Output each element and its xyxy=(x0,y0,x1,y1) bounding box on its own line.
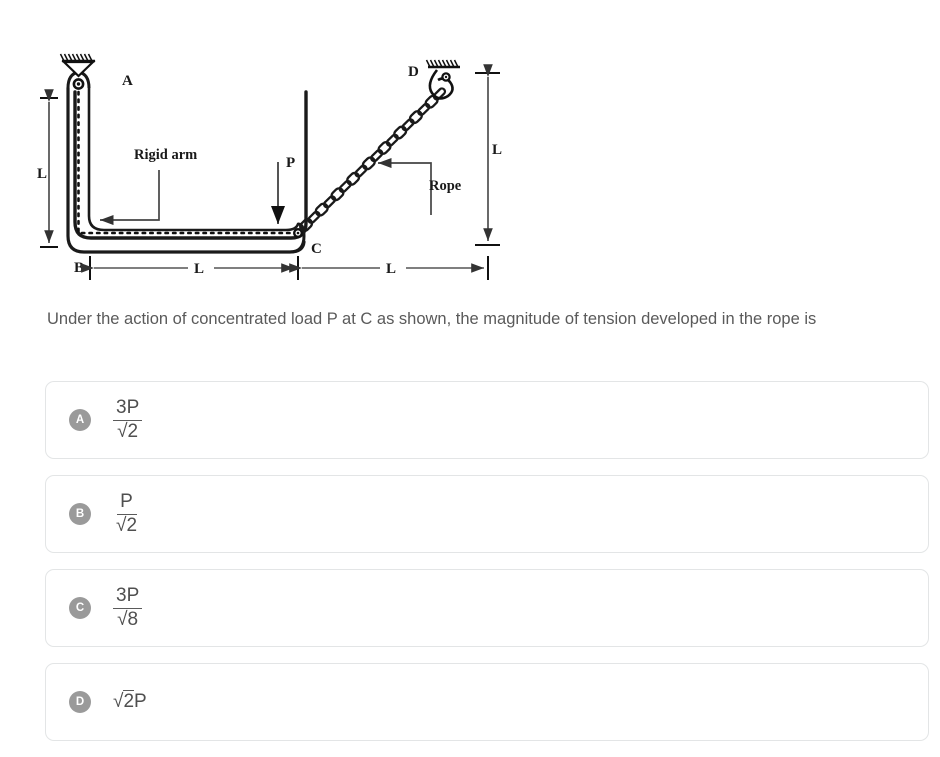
label-b: B xyxy=(74,260,85,276)
radicand-d: 2 xyxy=(123,691,135,712)
option-b[interactable] xyxy=(45,475,929,553)
rigid-arm-body xyxy=(75,92,306,238)
fraction-numerator-b: P xyxy=(117,492,136,515)
label-rigid-arm: Rigid arm xyxy=(134,147,198,163)
rigid-arm-leader xyxy=(100,170,159,220)
fraction-denominator-c xyxy=(114,609,141,631)
rope-leader xyxy=(378,163,431,215)
option-d[interactable] xyxy=(45,663,929,741)
radical-sign-c: √ xyxy=(117,608,128,630)
option-badge-a: A xyxy=(69,409,91,431)
hook-support-d xyxy=(427,60,461,98)
fraction-denominator-b xyxy=(113,515,140,537)
radical-sign-a: √ xyxy=(117,420,128,442)
label-a: A xyxy=(122,73,133,89)
fraction-c xyxy=(113,586,142,630)
option-content-c xyxy=(113,586,142,630)
rigid-arm-outline xyxy=(68,88,304,252)
pin-support-a xyxy=(61,54,96,76)
radical-sign-b: √ xyxy=(116,514,127,536)
dimension-right-vertical xyxy=(475,73,503,245)
statics-diagram xyxy=(28,40,528,290)
dim-label-bottom-right: L xyxy=(386,261,397,277)
expression-d xyxy=(113,691,147,713)
option-content-b xyxy=(113,492,140,536)
fraction-a xyxy=(113,398,142,442)
label-p: P xyxy=(286,155,296,171)
pin-center-c xyxy=(297,232,300,235)
dim-label-bottom-left: L xyxy=(194,261,205,277)
fraction-denominator-a xyxy=(114,421,141,443)
pin-center-a xyxy=(77,82,80,85)
option-badge-d: D xyxy=(69,691,91,713)
radicand-c: 8 xyxy=(127,608,139,630)
option-badge-b: B xyxy=(69,503,91,525)
radicand-b: 2 xyxy=(126,514,138,536)
rope-chain xyxy=(298,86,447,232)
fraction-numerator-c: 3P xyxy=(113,586,142,609)
question-text: Under the action of concentrated load P at C as shown, the magnitude of tension developed in the rope is xyxy=(47,310,817,328)
option-content-a xyxy=(113,398,142,442)
label-c: C xyxy=(311,241,322,257)
radical-sign-d: √ xyxy=(113,691,124,712)
label-d: D xyxy=(408,64,419,80)
radicand-a: 2 xyxy=(127,420,139,442)
option-a[interactable] xyxy=(45,381,929,459)
label-rope: Rope xyxy=(429,178,462,194)
option-content-d xyxy=(113,691,147,713)
fraction-b xyxy=(113,492,140,536)
fraction-numerator-a: 3P xyxy=(113,398,142,421)
options-list xyxy=(45,381,929,757)
dim-label-left: L xyxy=(37,166,48,182)
option-badge-c: C xyxy=(69,597,91,619)
dim-label-right: L xyxy=(492,142,503,158)
suffix-d: P xyxy=(134,691,147,712)
option-c[interactable] xyxy=(45,569,929,647)
